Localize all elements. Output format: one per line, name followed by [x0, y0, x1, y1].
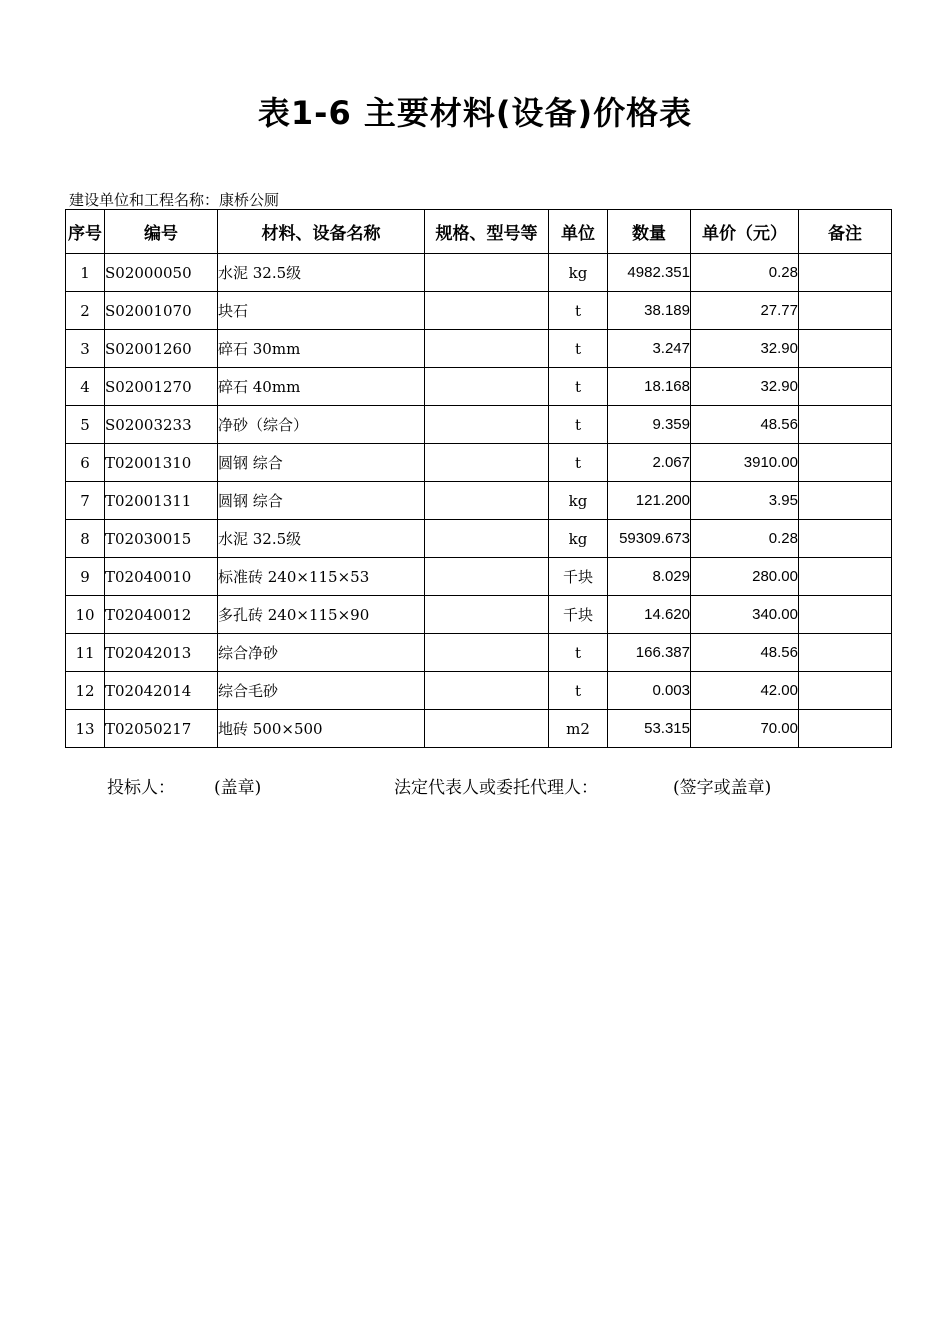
- cell-name: 碎石 30mm: [218, 330, 425, 368]
- col-header-name: 材料、设备名称: [218, 210, 425, 254]
- cell-unit: m2: [549, 710, 608, 748]
- table-row: [66, 596, 892, 634]
- cell-unit-price: 3910.00: [691, 444, 799, 482]
- cell-unit-price: 0.28: [691, 520, 799, 558]
- cell-spec: [425, 444, 549, 482]
- cell-unit: t: [549, 672, 608, 710]
- table-row: [66, 672, 892, 710]
- table-row: [66, 292, 892, 330]
- cell-unit-price: 32.90: [691, 368, 799, 406]
- table-row: [66, 520, 892, 558]
- table-row: [66, 710, 892, 748]
- cell-name: 圆钢 综合: [218, 444, 425, 482]
- cell-quantity: 0.003: [608, 672, 691, 710]
- col-header-unit-price: 单价（元）: [691, 210, 799, 254]
- cell-name: 块石: [218, 292, 425, 330]
- cell-code: S02003233: [105, 406, 218, 444]
- cell-unit: t: [549, 292, 608, 330]
- cell-name: 净砂（综合）: [218, 406, 425, 444]
- cell-seq: 13: [66, 710, 105, 748]
- cell-quantity: 2.067: [608, 444, 691, 482]
- cell-remarks: [799, 368, 892, 406]
- cell-unit: kg: [549, 482, 608, 520]
- cell-unit-price: 3.95: [691, 482, 799, 520]
- cell-code: S02001270: [105, 368, 218, 406]
- cell-remarks: [799, 406, 892, 444]
- material-price-table: [65, 209, 892, 748]
- representative-label: 法定代表人或委托代理人：: [394, 778, 598, 798]
- cell-remarks: [799, 596, 892, 634]
- cell-seq: 2: [66, 292, 105, 330]
- cell-remarks: [799, 672, 892, 710]
- cell-code: S02001070: [105, 292, 218, 330]
- cell-unit: kg: [549, 254, 608, 292]
- cell-remarks: [799, 292, 892, 330]
- cell-spec: [425, 482, 549, 520]
- cell-remarks: [799, 558, 892, 596]
- cell-quantity: 59309.673: [608, 520, 691, 558]
- cell-seq: 10: [66, 596, 105, 634]
- cell-remarks: [799, 520, 892, 558]
- col-header-quantity: 数量: [608, 210, 691, 254]
- cell-remarks: [799, 482, 892, 520]
- cell-quantity: 121.200: [608, 482, 691, 520]
- cell-quantity: 14.620: [608, 596, 691, 634]
- cell-seq: 7: [66, 482, 105, 520]
- cell-unit: 千块: [549, 558, 608, 596]
- cell-unit-price: 280.00: [691, 558, 799, 596]
- cell-seq: 6: [66, 444, 105, 482]
- cell-remarks: [799, 634, 892, 672]
- cell-unit: t: [549, 634, 608, 672]
- project-name-line: 建设单位和工程名称：康桥公厕: [69, 191, 280, 209]
- table-header-row: [66, 210, 892, 254]
- cell-unit-price: 42.00: [691, 672, 799, 710]
- bidder-label: 投标人：: [107, 778, 175, 798]
- col-header-unit: 单位: [549, 210, 608, 254]
- cell-name: 水泥 32.5级: [218, 520, 425, 558]
- cell-spec: [425, 596, 549, 634]
- cell-spec: [425, 672, 549, 710]
- cell-spec: [425, 406, 549, 444]
- cell-quantity: 18.168: [608, 368, 691, 406]
- cell-code: T02040010: [105, 558, 218, 596]
- table-row: [66, 254, 892, 292]
- cell-seq: 5: [66, 406, 105, 444]
- cell-unit: t: [549, 406, 608, 444]
- cell-quantity: 3.247: [608, 330, 691, 368]
- cell-remarks: [799, 254, 892, 292]
- cell-name: 地砖 500×500: [218, 710, 425, 748]
- table-body: [66, 254, 892, 748]
- cell-code: T02001310: [105, 444, 218, 482]
- cell-spec: [425, 368, 549, 406]
- table-row: [66, 368, 892, 406]
- cell-seq: 1: [66, 254, 105, 292]
- cell-seq: 4: [66, 368, 105, 406]
- representative-sign: (签字或盖章): [673, 778, 772, 798]
- page-title: 表1-6 主要材料(设备)价格表: [257, 94, 693, 132]
- cell-unit: t: [549, 330, 608, 368]
- cell-quantity: 4982.351: [608, 254, 691, 292]
- cell-name: 标准砖 240×115×53: [218, 558, 425, 596]
- cell-name: 综合毛砂: [218, 672, 425, 710]
- cell-remarks: [799, 444, 892, 482]
- table-row: [66, 330, 892, 368]
- cell-spec: [425, 254, 549, 292]
- col-header-spec: 规格、型号等: [425, 210, 549, 254]
- cell-code: T02042014: [105, 672, 218, 710]
- cell-code: T02050217: [105, 710, 218, 748]
- cell-spec: [425, 292, 549, 330]
- cell-unit-price: 70.00: [691, 710, 799, 748]
- cell-code: S02001260: [105, 330, 218, 368]
- cell-remarks: [799, 330, 892, 368]
- cell-remarks: [799, 710, 892, 748]
- cell-quantity: 53.315: [608, 710, 691, 748]
- cell-quantity: 166.387: [608, 634, 691, 672]
- cell-spec: [425, 330, 549, 368]
- cell-seq: 11: [66, 634, 105, 672]
- cell-unit-price: 48.56: [691, 634, 799, 672]
- cell-name: 多孔砖 240×115×90: [218, 596, 425, 634]
- cell-unit: t: [549, 444, 608, 482]
- cell-seq: 9: [66, 558, 105, 596]
- cell-unit-price: 32.90: [691, 330, 799, 368]
- cell-code: T02001311: [105, 482, 218, 520]
- cell-name: 水泥 32.5级: [218, 254, 425, 292]
- cell-quantity: 8.029: [608, 558, 691, 596]
- cell-code: T02030015: [105, 520, 218, 558]
- table-row: [66, 444, 892, 482]
- cell-unit: t: [549, 368, 608, 406]
- cell-seq: 12: [66, 672, 105, 710]
- cell-code: S02000050: [105, 254, 218, 292]
- cell-name: 综合净砂: [218, 634, 425, 672]
- cell-spec: [425, 558, 549, 596]
- table-row: [66, 406, 892, 444]
- cell-quantity: 38.189: [608, 292, 691, 330]
- cell-unit-price: 27.77: [691, 292, 799, 330]
- cell-spec: [425, 710, 549, 748]
- col-header-code: 编号: [105, 210, 218, 254]
- cell-code: T02042013: [105, 634, 218, 672]
- cell-unit-price: 0.28: [691, 254, 799, 292]
- cell-unit: 千块: [549, 596, 608, 634]
- cell-name: 圆钢 综合: [218, 482, 425, 520]
- cell-name: 碎石 40mm: [218, 368, 425, 406]
- cell-spec: [425, 634, 549, 672]
- col-header-seq: 序号: [66, 210, 105, 254]
- bidder-seal: (盖章): [214, 778, 262, 798]
- cell-unit: kg: [549, 520, 608, 558]
- cell-spec: [425, 520, 549, 558]
- table-row: [66, 634, 892, 672]
- cell-code: T02040012: [105, 596, 218, 634]
- cell-seq: 8: [66, 520, 105, 558]
- cell-unit-price: 48.56: [691, 406, 799, 444]
- cell-unit-price: 340.00: [691, 596, 799, 634]
- cell-seq: 3: [66, 330, 105, 368]
- cell-quantity: 9.359: [608, 406, 691, 444]
- table-row: [66, 482, 892, 520]
- col-header-remarks: 备注: [799, 210, 892, 254]
- table-row: [66, 558, 892, 596]
